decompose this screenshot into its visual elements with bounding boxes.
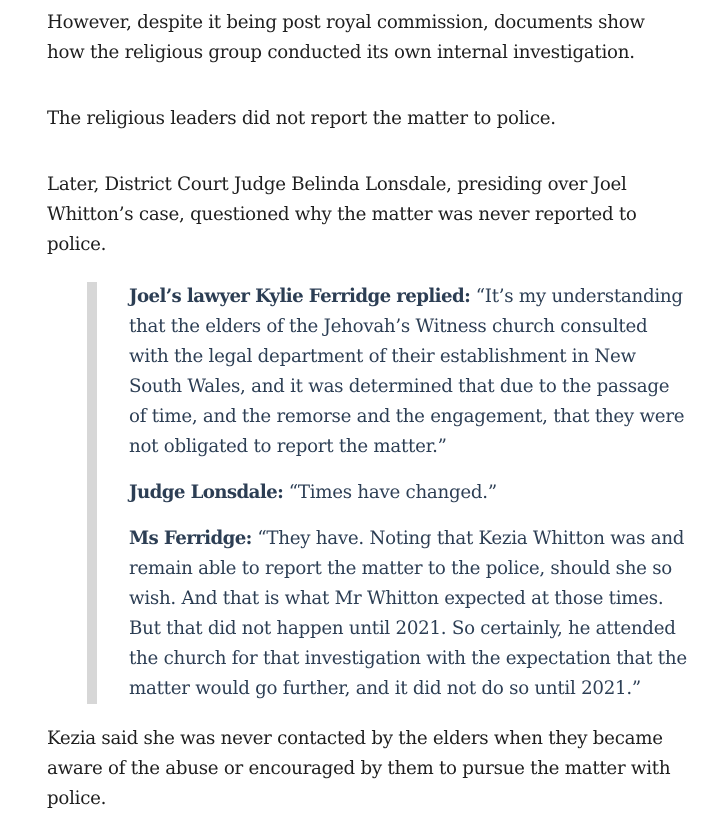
quote-text-lawyer: “It’s my understanding that the elders of the Jehovah’s Witness church consulted with the legal department of their establishment in New South Wales, and it was determined that due to the passage of time, and the remorse and the engagement, that they were not obligated to report the matter.” xyxy=(129,286,685,457)
paragraph-investigation: However, despite it being post royal commission, documents show how the religious group conducted its own internal investigation. xyxy=(47,12,645,63)
quote-text-judge: “Times have changed.” xyxy=(283,482,497,503)
quote-text-ferridge: “They have. Noting that Kezia Whitton was and remain able to report the matter to the police, should she so wish. And that is what Mr Whitton expected at those times. But that did not happen until 2021. So certainly, he attended the church for that investigation with the expectation that the matter would go further, and it did not do so until 2021.” xyxy=(129,528,687,699)
paragraph-kezia-statement: Kezia said she was never contacted by the elders when they became aware of the abuse or encouraged by them to pursue the matter with police. xyxy=(47,728,671,809)
speaker-label-lawyer: Joel’s lawyer Kylie Ferridge replied: xyxy=(129,286,471,307)
paragraph-not-reported: The religious leaders did not report the matter to police. xyxy=(47,108,556,129)
speaker-label-judge: Judge Lonsdale: xyxy=(129,482,284,503)
speaker-label-ferridge: Ms Ferridge: xyxy=(129,528,252,549)
quote-paragraph-lawyer xyxy=(129,282,689,462)
quote-paragraph-ferridge xyxy=(129,524,689,704)
paragraph-judge-question: Later, District Court Judge Belinda Lonsdale, presiding over Joel Whitton’s case, questioned why the matter was never reported to police. xyxy=(47,174,637,255)
court-transcript-quote xyxy=(87,282,706,704)
quote-paragraph-judge xyxy=(129,478,689,508)
